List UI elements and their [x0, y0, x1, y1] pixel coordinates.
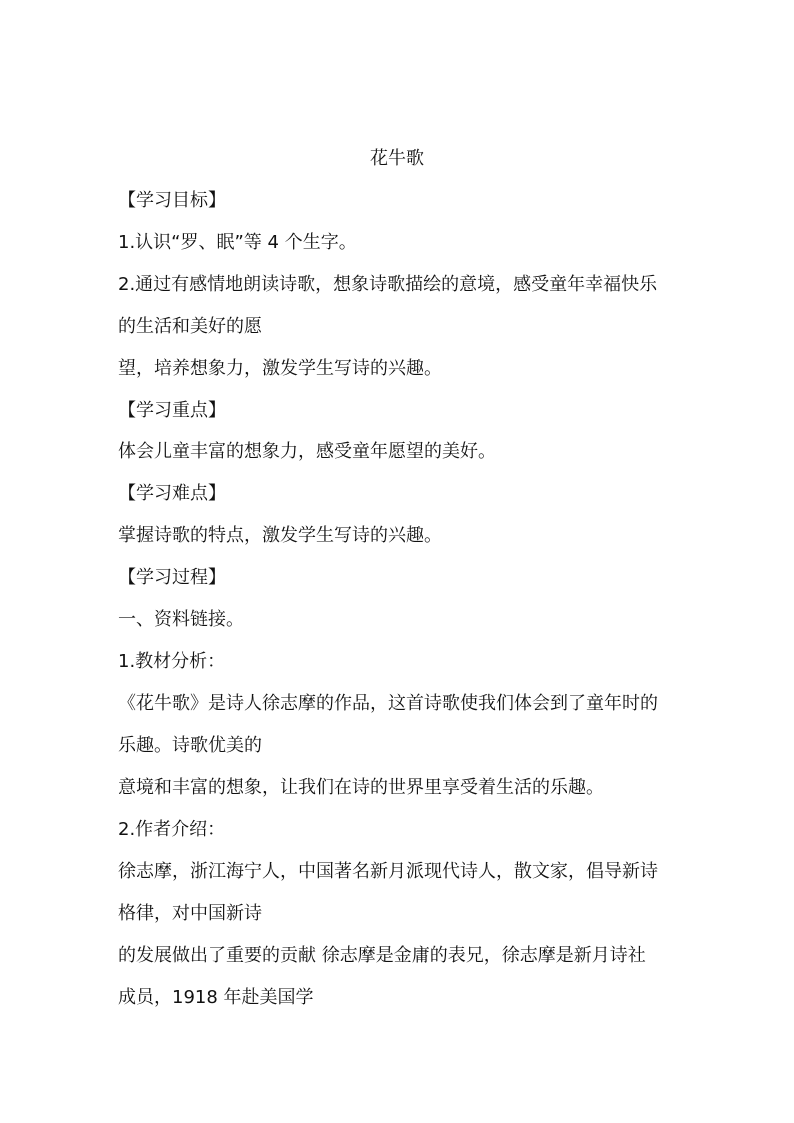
- section-heading-process: 【学习过程】: [118, 567, 226, 588]
- analysis-line-3: 意境和丰富的想象，让我们在诗的世界里享受着生活的乐趣。: [118, 777, 604, 798]
- goal-item-1: 1.认识“罗、眠”等 4 个生字。: [118, 232, 357, 253]
- document-title: 花牛歌: [370, 148, 424, 169]
- difficulties-text: 掌握诗歌的特点，激发学生写诗的兴趣。: [118, 525, 442, 546]
- key-points-text: 体会儿童丰富的想象力，感受童年愿望的美好。: [118, 441, 496, 462]
- author-line-2: 格律，对中国新诗: [118, 903, 262, 924]
- process-step-1: 一、资料链接。: [118, 609, 244, 630]
- analysis-line-1: 《花牛歌》是诗人徐志摩的作品，这首诗歌使我们体会到了童年时的: [118, 693, 658, 714]
- author-line-1: 徐志摩，浙江海宁人，中国著名新月派现代诗人，散文家，倡导新诗: [118, 861, 658, 882]
- section-heading-key-points: 【学习重点】: [118, 400, 226, 421]
- section-heading-difficulties: 【学习难点】: [118, 483, 226, 504]
- author-line-3: 的发展做出了重要的贡献 徐志摩是金庸的表兄，徐志摩是新月诗社: [118, 945, 646, 966]
- analysis-line-2: 乐趣。诗歌优美的: [118, 735, 262, 756]
- goal-item-2-line-2: 的生活和美好的愿: [118, 316, 262, 337]
- subheading-author-intro: 2.作者介绍：: [118, 819, 226, 840]
- goal-item-2-line-3: 望，培养想象力，激发学生写诗的兴趣。: [118, 358, 442, 379]
- subheading-textbook-analysis: 1.教材分析：: [118, 651, 226, 672]
- author-line-4: 成员，1918 年赴美国学: [118, 987, 314, 1008]
- section-heading-learning-goals: 【学习目标】: [118, 190, 226, 211]
- goal-item-2-line-1: 2.通过有感情地朗读诗歌，想象诗歌描绘的意境，感受童年幸福快乐: [118, 274, 658, 295]
